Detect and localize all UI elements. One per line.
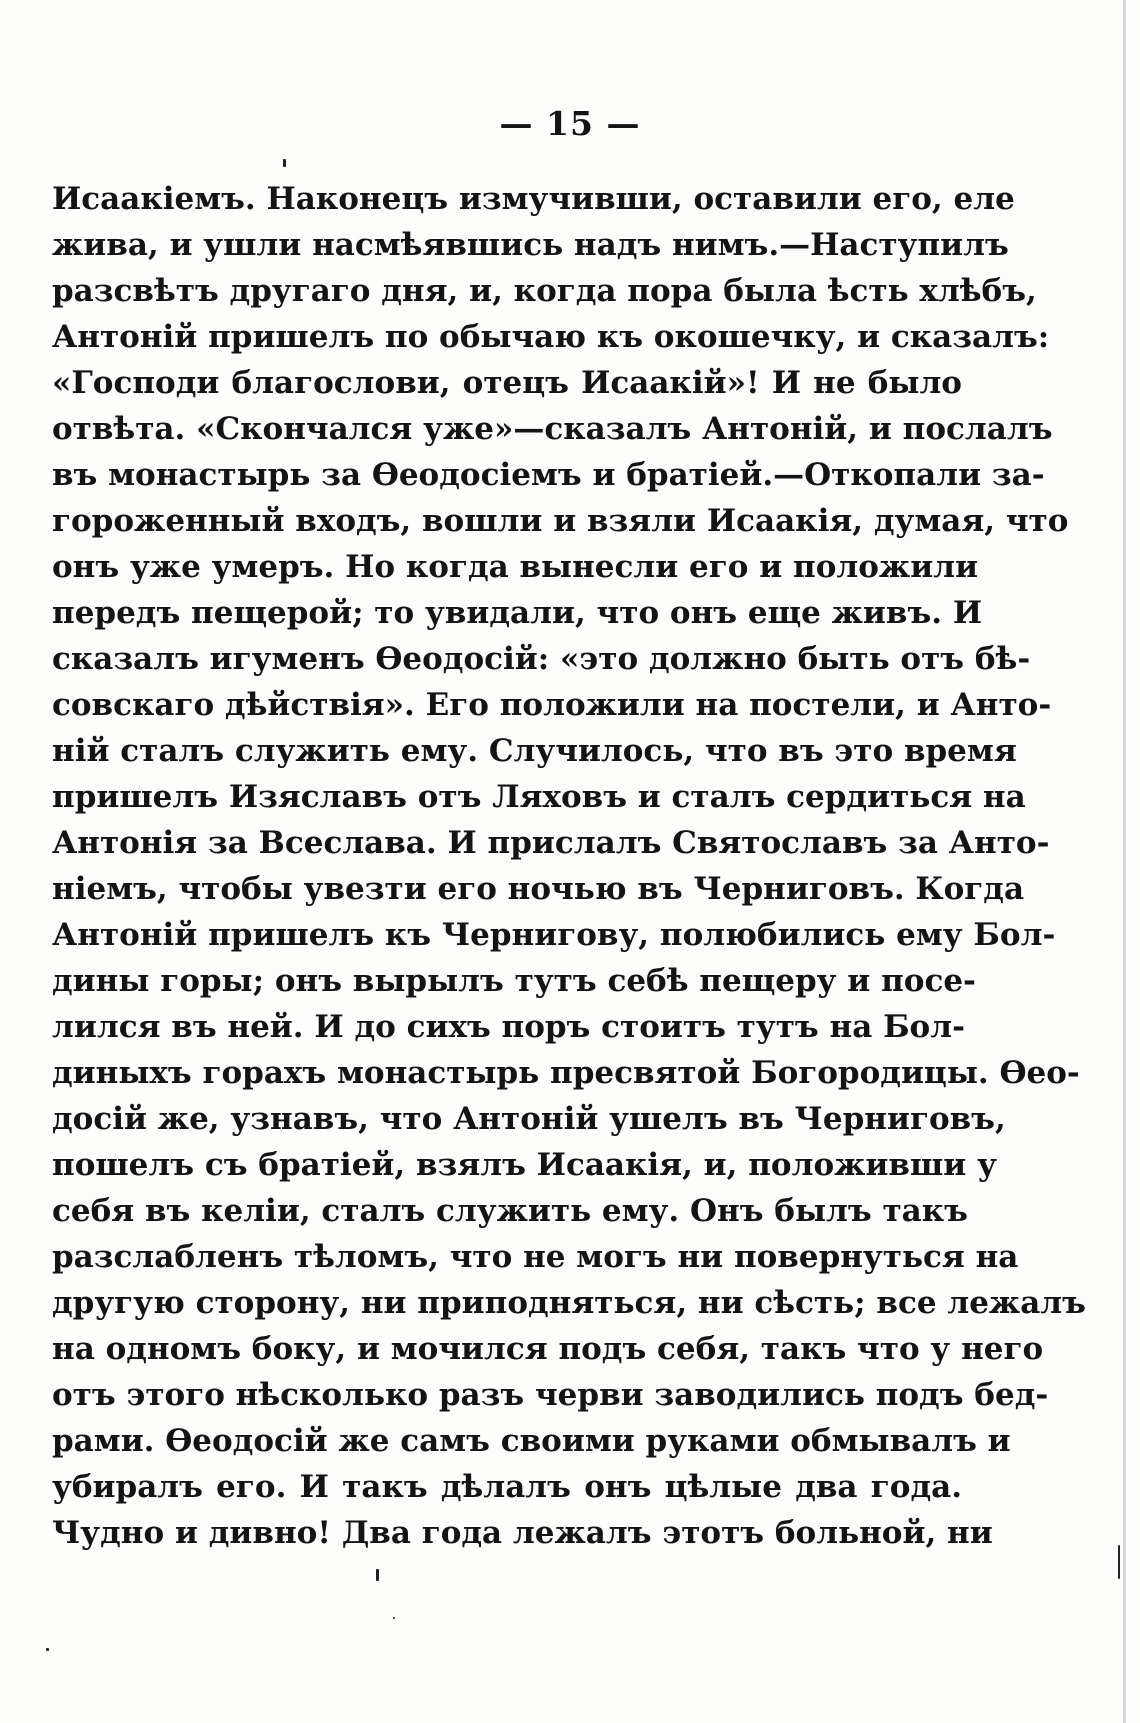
text-line: разсвѣтъ другаго дня, и, когда пора была ѣсть хлѣбъ, bbox=[52, 273, 1037, 309]
text-line: отъ этого нѣсколько разъ черви заводились подъ бед- bbox=[52, 1377, 1049, 1413]
text-line: дины горы; онъ вырылъ тутъ себѣ пещеру и посе- bbox=[52, 963, 976, 999]
body-text bbox=[52, 176, 1086, 1556]
text-line: другую сторону, ни приподняться, ни сѣсть; все лежалъ bbox=[52, 1285, 1086, 1321]
text-line: Чудно и дивно! Два года лежалъ этотъ больной, ни bbox=[52, 1515, 993, 1551]
scan-speck bbox=[393, 1617, 395, 1619]
text-line: на одномъ боку, и мочился подъ себя, такъ что у него bbox=[52, 1331, 1044, 1367]
scan-speck bbox=[46, 1648, 49, 1651]
text-line: сказалъ игуменъ Ѳеодосій: «это должно быть отъ бѣ- bbox=[52, 641, 1031, 677]
text-line: Исаакіемъ. Наконецъ измучивши, оставили его, еле bbox=[52, 181, 1015, 217]
text-line: отвѣта. «Скончался уже»—сказалъ Антоній, и послалъ bbox=[52, 411, 1053, 447]
text-line: пришелъ Изяславъ отъ Ляховъ и сталъ сердиться на bbox=[52, 779, 1026, 815]
text-line: онъ уже умеръ. Но когда вынесли его и положили bbox=[52, 549, 979, 585]
text-line: пошелъ съ братіей, взялъ Исаакія, и, положивши у bbox=[52, 1147, 997, 1183]
scan-speck bbox=[1118, 1545, 1120, 1579]
text-line: Антоній пришелъ къ Чернигову, полюбились ему Бол- bbox=[52, 917, 1056, 953]
text-line: жива, и ушли насмѣявшись надъ нимъ.—Наступилъ bbox=[52, 227, 1009, 263]
page-number: — 15 — bbox=[499, 104, 641, 143]
scan-speck bbox=[283, 159, 286, 167]
scan-speck bbox=[376, 1569, 379, 1581]
text-line: въ монастырь за Ѳеодосіемъ и братіей.—Откопали за- bbox=[52, 457, 1045, 493]
text-line: Антоній пришелъ по обычаю къ окошечку, и сказалъ: bbox=[52, 319, 1050, 355]
text-line: Антонія за Всеслава. И прислалъ Святославъ за Анто- bbox=[52, 825, 1050, 861]
text-line: гороженный входъ, вошли и взяли Исаакія, думая, что bbox=[52, 503, 1069, 539]
text-line: ніемъ, чтобы увезти его ночью въ Черниговъ. Когда bbox=[52, 871, 1025, 907]
text-line: ній сталъ служить ему. Случилось, что въ это время bbox=[52, 733, 1017, 769]
page-edge-shadow bbox=[1123, 0, 1126, 1723]
text-line: убиралъ его. И такъ дѣлалъ онъ цѣлые два года. bbox=[52, 1469, 962, 1505]
text-line: совскаго дѣйствія». Его положили на постели, и Анто- bbox=[52, 687, 1052, 723]
text-line: разслабленъ тѣломъ, что не могъ ни повернуться на bbox=[52, 1239, 1019, 1275]
text-line: рами. Ѳеодосій же самъ своими руками обмывалъ и bbox=[52, 1423, 1011, 1459]
text-line: диныхъ горахъ монастырь пресвятой Богородицы. Ѳео- bbox=[52, 1055, 1080, 1091]
text-line: себя въ келіи, сталъ служить ему. Онъ былъ такъ bbox=[52, 1193, 968, 1229]
text-line: лился въ ней. И до сихъ поръ стоитъ тутъ на Бол- bbox=[52, 1009, 965, 1045]
text-line: «Господи благослови, отецъ Исаакій»! И не было bbox=[52, 365, 962, 401]
text-line: досій же, узнавъ, что Антоній ушелъ въ Черниговъ, bbox=[52, 1101, 1006, 1137]
text-line: передъ пещерой; то увидали, что онъ еще живъ. И bbox=[52, 595, 983, 631]
